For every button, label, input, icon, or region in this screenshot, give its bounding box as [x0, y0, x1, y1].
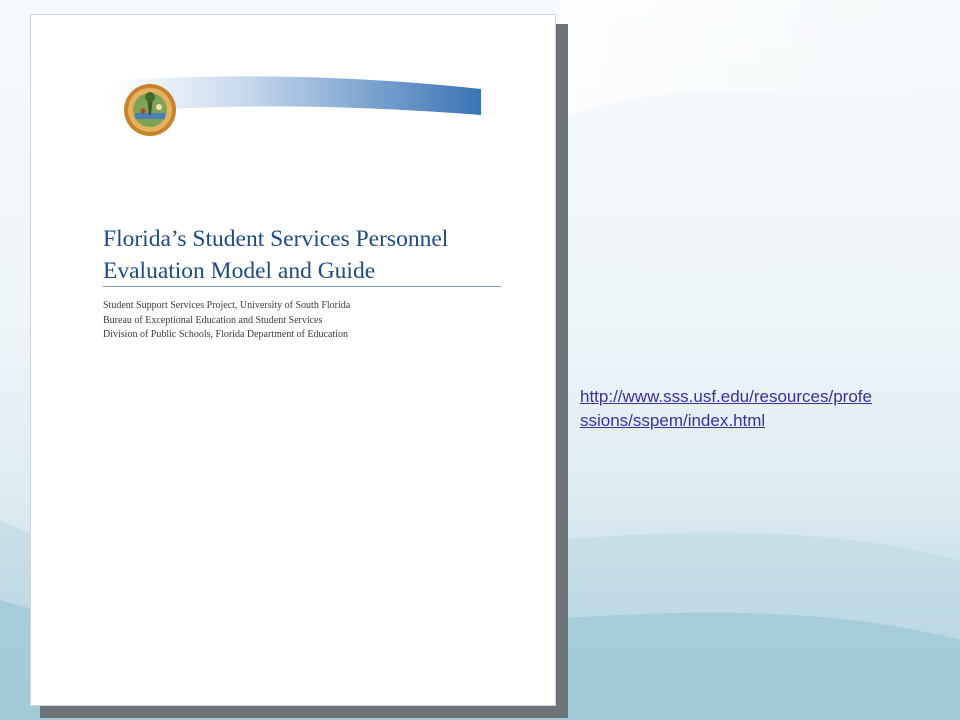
title-divider	[103, 286, 501, 287]
document-title	[103, 223, 523, 287]
subtitle-line-2: Bureau of Exceptional Education and Student Services	[103, 314, 323, 326]
link-text-line1: http://www.sss.usf.edu/resources/profe	[580, 387, 872, 406]
document-cover-image	[30, 14, 556, 706]
subtitle-line-1: Student Support Services Project, University of South Florida	[103, 300, 351, 311]
document-title-line2: Evaluation Model and Guide	[103, 258, 376, 284]
sspem-resource-link[interactable]	[580, 385, 955, 433]
florida-state-seal-icon	[123, 83, 177, 137]
subtitle-line-3: Division of Public Schools, Florida Department of Education	[103, 329, 348, 340]
document-title-line1: Florida’s Student Services Personnel	[103, 226, 449, 252]
document-subtitle	[103, 299, 523, 343]
link-text-line2: ssions/sspem/index.html	[580, 411, 766, 430]
